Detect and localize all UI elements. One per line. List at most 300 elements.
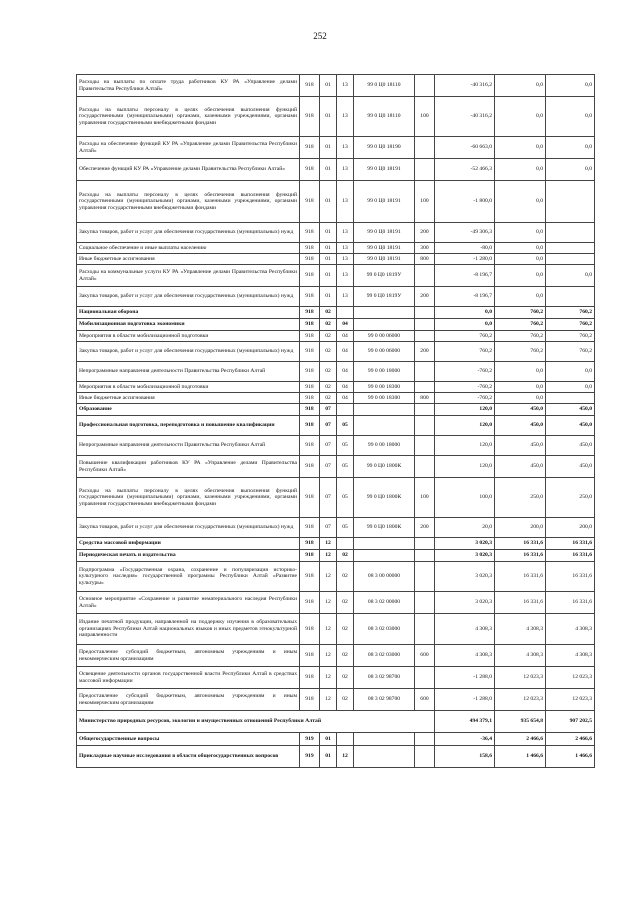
- section-code: 01: [320, 223, 337, 243]
- subsection-code: 13: [337, 243, 354, 254]
- amount-year-2: 4 308,3: [495, 645, 546, 667]
- section-code: 01: [320, 746, 337, 768]
- amount-year-2: 450,0: [495, 436, 546, 456]
- subsection-code: 05: [337, 436, 354, 456]
- table-row: [77, 97, 595, 137]
- ministry-code: 918: [300, 592, 320, 614]
- target-article-code: 99 0 Ц0 1800К: [354, 456, 415, 478]
- target-article-code: 08 3 02 98700: [354, 689, 415, 711]
- target-article-code: 99 0 Ц0 18191: [354, 254, 415, 265]
- amount-year-3: 1 466,6: [546, 746, 595, 768]
- subsection-code: 05: [337, 478, 354, 518]
- table-row: [77, 287, 595, 307]
- table-row: [77, 393, 595, 404]
- expense-type-code: [415, 538, 435, 550]
- amount-year-2: 12 023,3: [495, 667, 546, 689]
- amount-year-3: 450,0: [546, 456, 595, 478]
- section-code: 12: [320, 538, 337, 550]
- row-name: Подпрограмма «Государственная охрана, сохранение и популяризация историко-культурного наследия» государственной программы Республики Алтай «Развитие культуры»: [77, 562, 300, 592]
- amount-year-2: 0,0: [495, 287, 546, 307]
- subsection-code: [337, 307, 354, 319]
- amount-year-2: 200,0: [495, 518, 546, 538]
- section-code: 07: [320, 456, 337, 478]
- amount-year-2: 16 331,6: [495, 550, 546, 562]
- amount-change: -1 280,0: [435, 254, 495, 265]
- section-code: 12: [320, 614, 337, 645]
- row-name: Министерство природных ресурсов, экологии и имущественных отношений Республики Алтай: [77, 711, 435, 733]
- amount-change: 0,0: [435, 307, 495, 319]
- target-article-code: 08 3 02 98700: [354, 667, 415, 689]
- table-row: [77, 307, 595, 319]
- amount-change: 100,0: [435, 478, 495, 518]
- ministry-code: 918: [300, 416, 320, 436]
- amount-year-3: 0,0: [546, 97, 595, 137]
- section-code: 01: [320, 137, 337, 159]
- amount-change: 20,0: [435, 518, 495, 538]
- ministry-code: 918: [300, 342, 320, 362]
- table-row: [77, 342, 595, 362]
- table-row: [77, 436, 595, 456]
- table-row: [77, 137, 595, 159]
- amount-change: -760,2: [435, 362, 495, 382]
- subsection-code: 12: [337, 746, 354, 768]
- table-row: [77, 550, 595, 562]
- section-code: 01: [320, 181, 337, 223]
- table-row: [77, 733, 595, 746]
- expense-type-code: [415, 137, 435, 159]
- amount-change: 3 020,3: [435, 592, 495, 614]
- section-code: 12: [320, 550, 337, 562]
- section-code: 07: [320, 404, 337, 416]
- subsection-code: 05: [337, 518, 354, 538]
- expense-type-code: [415, 733, 435, 746]
- expense-type-code: 600: [415, 645, 435, 667]
- row-name: Расходы на выплаты персоналу в целях обеспечения выполнения функций государственными (муниципальными) органами, казенными учреждениями, органами управления государственными внебюджетными фондами: [77, 478, 300, 518]
- amount-change: -1 288,0: [435, 667, 495, 689]
- amount-change: -1 800,0: [435, 181, 495, 223]
- row-name: Основное мероприятие «Сохранение и развитие нематериального наследия Республики Алтай»: [77, 592, 300, 614]
- amount-year-2: 0,0: [495, 265, 546, 287]
- target-article-code: 99 0 00 18000: [354, 362, 415, 382]
- amount-year-3: [546, 181, 595, 223]
- table-row: [77, 223, 595, 243]
- amount-year-3: 12 023,3: [546, 667, 595, 689]
- ministry-code: 918: [300, 181, 320, 223]
- ministry-code: 918: [300, 518, 320, 538]
- ministry-code: 919: [300, 746, 320, 768]
- amount-year-3: 760,2: [546, 342, 595, 362]
- row-name: Профессиональная подготовка, переподготовка и повышение квалификации: [77, 416, 300, 436]
- amount-year-2: 0,0: [495, 362, 546, 382]
- section-code: 02: [320, 342, 337, 362]
- amount-year-2: 4 308,3: [495, 614, 546, 645]
- section-code: 01: [320, 159, 337, 181]
- table-row: [77, 254, 595, 265]
- subsection-code: 13: [337, 75, 354, 97]
- amount-year-3: 4 308,3: [546, 614, 595, 645]
- expense-type-code: [415, 592, 435, 614]
- expense-type-code: [415, 416, 435, 436]
- table-row: [77, 75, 595, 97]
- target-article-code: 99 0 Ц0 18191: [354, 181, 415, 223]
- section-code: 01: [320, 97, 337, 137]
- subsection-code: 05: [337, 456, 354, 478]
- row-name: Расходы на коммунальные услуги КУ РА «Управление делами Правительства Республики Алтай»: [77, 265, 300, 287]
- amount-year-3: 16 331,6: [546, 562, 595, 592]
- amount-change: 120,0: [435, 416, 495, 436]
- row-name: Закупка товаров, работ и услуг для обеспечения государственных (муниципальных) нужд: [77, 287, 300, 307]
- expense-type-code: 300: [415, 243, 435, 254]
- expense-type-code: 100: [415, 97, 435, 137]
- amount-change: -36,4: [435, 733, 495, 746]
- target-article-code: 08 3 02 03000: [354, 614, 415, 645]
- amount-change: -40 316,2: [435, 75, 495, 97]
- section-code: 02: [320, 331, 337, 342]
- row-name: Освещение деятельности органов государственной власти Республики Алтай в средствах массовой информации: [77, 667, 300, 689]
- amount-change: 760,2: [435, 342, 495, 362]
- table-row: [77, 478, 595, 518]
- expense-type-code: [415, 456, 435, 478]
- amount-year-2: 0,0: [495, 254, 546, 265]
- target-article-code: 99 0 Ц0 18191: [354, 159, 415, 181]
- amount-year-3: 16 331,6: [546, 550, 595, 562]
- amount-year-2: 935 654,8: [495, 711, 546, 733]
- table-row: [77, 592, 595, 614]
- subsection-code: 13: [337, 287, 354, 307]
- amount-change: 120,0: [435, 436, 495, 456]
- amount-change: -1 288,0: [435, 689, 495, 711]
- amount-year-2: 0,0: [495, 223, 546, 243]
- table-row: [77, 456, 595, 478]
- subsection-code: 02: [337, 667, 354, 689]
- amount-year-3: 4 308,3: [546, 645, 595, 667]
- row-name: Расходы на обеспечение функций КУ РА «Управление делами Правительства Республики Алтай»: [77, 137, 300, 159]
- subsection-code: 02: [337, 645, 354, 667]
- ministry-code: 918: [300, 645, 320, 667]
- target-article-code: 99 0 00 06000: [354, 342, 415, 362]
- ministry-code: 918: [300, 75, 320, 97]
- target-article-code: [354, 550, 415, 562]
- expense-type-code: 200: [415, 287, 435, 307]
- amount-year-2: 250,0: [495, 478, 546, 518]
- amount-year-2: 0,0: [495, 75, 546, 97]
- amount-year-3: 0,0: [546, 159, 595, 181]
- amount-year-3: [546, 393, 595, 404]
- amount-year-2: 16 331,6: [495, 562, 546, 592]
- amount-year-2: 450,0: [495, 404, 546, 416]
- ministry-code: 918: [300, 393, 320, 404]
- subsection-code: [337, 404, 354, 416]
- row-name: Мероприятия в области мобилизационной подготовки: [77, 331, 300, 342]
- section-code: 01: [320, 733, 337, 746]
- ministry-code: 919: [300, 733, 320, 746]
- table-row: [77, 614, 595, 645]
- ministry-code: 918: [300, 404, 320, 416]
- ministry-code: 918: [300, 223, 320, 243]
- subsection-code: 04: [337, 319, 354, 331]
- subsection-code: 13: [337, 137, 354, 159]
- subsection-code: 13: [337, 181, 354, 223]
- target-article-code: 99 0 00 18300: [354, 393, 415, 404]
- target-article-code: 99 0 Ц0 18190: [354, 137, 415, 159]
- amount-change: 4 308,3: [435, 645, 495, 667]
- amount-change: -52 466,3: [435, 159, 495, 181]
- expense-type-code: [415, 265, 435, 287]
- amount-year-3: 907 202,5: [546, 711, 595, 733]
- row-name: Издание печатной продукции, направленной на поддержку изучения в образовательных организациях Республики Алтай национальных языков и иных предметов этнокультурной направленности: [77, 614, 300, 645]
- amount-year-2: 2 466,6: [495, 733, 546, 746]
- table-row: [77, 181, 595, 223]
- table-row: [77, 319, 595, 331]
- amount-year-2: 0,0: [495, 181, 546, 223]
- amount-year-3: 16 331,6: [546, 592, 595, 614]
- table-row: [77, 362, 595, 382]
- amount-year-3: 450,0: [546, 416, 595, 436]
- expense-type-code: [415, 404, 435, 416]
- row-name: Образование: [77, 404, 300, 416]
- target-article-code: [354, 733, 415, 746]
- ministry-code: 918: [300, 287, 320, 307]
- subsection-code: [337, 733, 354, 746]
- subsection-code: 13: [337, 97, 354, 137]
- ministry-code: 918: [300, 254, 320, 265]
- expense-type-code: [415, 331, 435, 342]
- section-code: 07: [320, 478, 337, 518]
- target-article-code: 99 0 Ц0 18191: [354, 243, 415, 254]
- table-row: [77, 265, 595, 287]
- amount-change: -760,2: [435, 382, 495, 393]
- row-name: Иные бюджетные ассигнования: [77, 254, 300, 265]
- amount-change: 760,2: [435, 331, 495, 342]
- subsection-code: 13: [337, 254, 354, 265]
- amount-year-2: 1 466,6: [495, 746, 546, 768]
- subsection-code: [337, 538, 354, 550]
- ministry-code: 918: [300, 331, 320, 342]
- section-code: 12: [320, 645, 337, 667]
- amount-change: 158,6: [435, 746, 495, 768]
- table-row: [77, 711, 595, 733]
- expense-type-code: [415, 319, 435, 331]
- expense-type-code: [415, 307, 435, 319]
- budget-table: [76, 74, 595, 768]
- amount-change: 3 020,3: [435, 562, 495, 592]
- row-name: Непрограммные направления деятельности Правительства Республики Алтай: [77, 362, 300, 382]
- expense-type-code: 100: [415, 181, 435, 223]
- subsection-code: 04: [337, 362, 354, 382]
- amount-year-3: 0,0: [546, 137, 595, 159]
- ministry-code: 918: [300, 159, 320, 181]
- section-code: 01: [320, 243, 337, 254]
- amount-year-2: 0,0: [495, 159, 546, 181]
- subsection-code: 13: [337, 223, 354, 243]
- expense-type-code: 600: [415, 689, 435, 711]
- amount-year-3: 760,2: [546, 331, 595, 342]
- section-code: 01: [320, 75, 337, 97]
- section-code: 01: [320, 265, 337, 287]
- row-name: Общегосударственные вопросы: [77, 733, 300, 746]
- subsection-code: 04: [337, 393, 354, 404]
- subsection-code: 04: [337, 331, 354, 342]
- amount-change: 494 379,1: [435, 711, 495, 733]
- target-article-code: 99 0 Ц0 18191: [354, 223, 415, 243]
- ministry-code: 918: [300, 265, 320, 287]
- section-code: 02: [320, 362, 337, 382]
- amount-year-2: 16 331,6: [495, 538, 546, 550]
- ministry-code: 918: [300, 562, 320, 592]
- ministry-code: 918: [300, 137, 320, 159]
- target-article-code: 99 0 Ц0 1819У: [354, 265, 415, 287]
- table-row: [77, 746, 595, 768]
- expense-type-code: [415, 614, 435, 645]
- table-row: [77, 645, 595, 667]
- table-row: [77, 667, 595, 689]
- section-code: 02: [320, 307, 337, 319]
- table-row: [77, 689, 595, 711]
- row-name: Закупка товаров, работ и услуг для обеспечения государственных (муниципальных) нужд: [77, 223, 300, 243]
- amount-year-3: 16 331,6: [546, 538, 595, 550]
- amount-year-3: 250,0: [546, 478, 595, 518]
- amount-year-3: 0,0: [546, 265, 595, 287]
- row-name: Предоставление субсидий бюджетным, автономным учреждениям и иным некоммерческим организациям: [77, 689, 300, 711]
- row-name: Мобилизационная подготовка экономики: [77, 319, 300, 331]
- row-name: Социальное обеспечение и иные выплаты населению: [77, 243, 300, 254]
- subsection-code: 13: [337, 265, 354, 287]
- amount-year-3: 450,0: [546, 404, 595, 416]
- amount-change: 120,0: [435, 404, 495, 416]
- amount-year-3: 450,0: [546, 436, 595, 456]
- amount-year-3: 760,2: [546, 319, 595, 331]
- row-name: Периодическая печать и издательства: [77, 550, 300, 562]
- amount-year-3: [546, 287, 595, 307]
- expense-type-code: 800: [415, 393, 435, 404]
- amount-change: -8 196,7: [435, 287, 495, 307]
- amount-change: -80,0: [435, 243, 495, 254]
- target-article-code: [354, 319, 415, 331]
- row-name: Закупка товаров, работ и услуг для обеспечения государственных (муниципальных) нужд: [77, 518, 300, 538]
- amount-year-3: 12 023,3: [546, 689, 595, 711]
- ministry-code: 918: [300, 689, 320, 711]
- target-article-code: 99 0 00 18000: [354, 436, 415, 456]
- subsection-code: 13: [337, 159, 354, 181]
- expense-type-code: 200: [415, 223, 435, 243]
- ministry-code: 918: [300, 538, 320, 550]
- subsection-code: 04: [337, 342, 354, 362]
- ministry-code: 918: [300, 97, 320, 137]
- table-row: [77, 331, 595, 342]
- target-article-code: 08 3 00 00000: [354, 562, 415, 592]
- amount-year-3: [546, 243, 595, 254]
- row-name: Расходы на выплаты по оплате труда работников КУ РА «Управление делами Правительства Республики Алтай»: [77, 75, 300, 97]
- target-article-code: 99 0 Ц0 1800К: [354, 478, 415, 518]
- ministry-code: 918: [300, 614, 320, 645]
- amount-year-2: 450,0: [495, 456, 546, 478]
- amount-year-2: 12 023,3: [495, 689, 546, 711]
- target-article-code: [354, 404, 415, 416]
- row-name: Расходы на выплаты персоналу в целях обеспечения выполнения функций государственными (муниципальными) органами, казенными учреждениями, органами управления государственными внебюджетными фондами: [77, 181, 300, 223]
- subsection-code: 02: [337, 614, 354, 645]
- section-code: 02: [320, 393, 337, 404]
- target-article-code: [354, 416, 415, 436]
- amount-change: 0,0: [435, 319, 495, 331]
- amount-change: 3 020,3: [435, 538, 495, 550]
- table-row: [77, 404, 595, 416]
- expense-type-code: [415, 382, 435, 393]
- section-code: 07: [320, 436, 337, 456]
- section-code: 02: [320, 319, 337, 331]
- row-name: Национальная оборона: [77, 307, 300, 319]
- target-article-code: [354, 746, 415, 768]
- amount-change: 120,0: [435, 456, 495, 478]
- expense-type-code: [415, 362, 435, 382]
- amount-year-2: 0,0: [495, 137, 546, 159]
- target-article-code: 08 3 02 03000: [354, 645, 415, 667]
- amount-year-3: 760,2: [546, 307, 595, 319]
- amount-year-2: 760,2: [495, 342, 546, 362]
- amount-year-2: 760,2: [495, 307, 546, 319]
- amount-change: -60 663,0: [435, 137, 495, 159]
- target-article-code: 99 0 Ц0 18110: [354, 97, 415, 137]
- amount-year-2: 760,2: [495, 331, 546, 342]
- section-code: 02: [320, 382, 337, 393]
- table-row: [77, 518, 595, 538]
- ministry-code: 918: [300, 667, 320, 689]
- expense-type-code: 100: [415, 478, 435, 518]
- amount-change: 4 308,3: [435, 614, 495, 645]
- row-name: Непрограммные направления деятельности Правительства Республики Алтай: [77, 436, 300, 456]
- table-row: [77, 538, 595, 550]
- row-name: Обеспечение функций КУ РА «Управление делами Правительства Республики Алтай»: [77, 159, 300, 181]
- target-article-code: 99 0 Ц0 1819У: [354, 287, 415, 307]
- target-article-code: 99 0 Ц0 1800К: [354, 518, 415, 538]
- page-number: 252: [313, 31, 327, 41]
- ministry-code: 918: [300, 550, 320, 562]
- row-name: Предоставление субсидий бюджетным, автономным учреждениям и иным некоммерческим организациям: [77, 645, 300, 667]
- row-name: Прикладные научные исследования в области общегосударственных вопросов: [77, 746, 300, 768]
- row-name: Расходы на выплаты персоналу в целях обеспечения выполнения функций государственными (муниципальными) органами, казенными учреждениями, органами управления государственными внебюджетными фондами: [77, 97, 300, 137]
- section-code: 01: [320, 254, 337, 265]
- amount-change: -8 196,7: [435, 265, 495, 287]
- subsection-code: 02: [337, 562, 354, 592]
- expense-type-code: [415, 667, 435, 689]
- ministry-code: 918: [300, 436, 320, 456]
- section-code: 07: [320, 416, 337, 436]
- table-row: [77, 562, 595, 592]
- amount-year-3: 2 466,6: [546, 733, 595, 746]
- target-article-code: 99 0 Ц0 18110: [354, 75, 415, 97]
- subsection-code: 05: [337, 416, 354, 436]
- amount-change: -760,2: [435, 393, 495, 404]
- section-code: 07: [320, 518, 337, 538]
- section-code: 12: [320, 592, 337, 614]
- expense-type-code: [415, 159, 435, 181]
- expense-type-code: 800: [415, 254, 435, 265]
- section-code: 12: [320, 689, 337, 711]
- table-row: [77, 159, 595, 181]
- target-article-code: 08 3 02 00000: [354, 592, 415, 614]
- subsection-code: 04: [337, 382, 354, 393]
- amount-year-2: 0,0: [495, 97, 546, 137]
- table-row: [77, 382, 595, 393]
- expense-type-code: [415, 436, 435, 456]
- section-code: 01: [320, 287, 337, 307]
- amount-change: -49 306,3: [435, 223, 495, 243]
- expense-type-code: 200: [415, 342, 435, 362]
- expense-type-code: [415, 550, 435, 562]
- amount-change: 3 020,3: [435, 550, 495, 562]
- table-row: [77, 416, 595, 436]
- amount-year-2: 0,0: [495, 393, 546, 404]
- amount-year-3: 200,0: [546, 518, 595, 538]
